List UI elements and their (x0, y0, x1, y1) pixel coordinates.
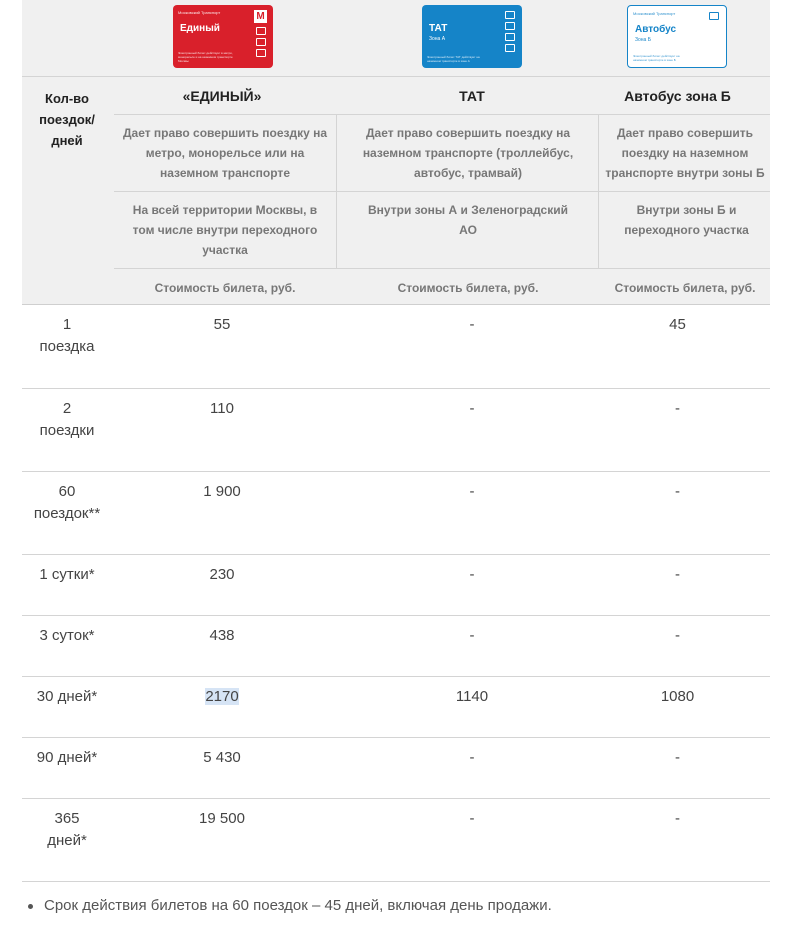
bus-price: - (675, 400, 680, 417)
tat-description: Дает право совершить поездку на наземном транспорте (троллейбус, автобус, трамвай) (362, 126, 574, 180)
bus-price: - (675, 566, 680, 583)
table-row (22, 738, 770, 799)
column-divider (336, 115, 337, 191)
trips-cell: 60 поездок** (33, 483, 101, 522)
edinyi-price: 55 (213, 316, 231, 333)
edinyi-description: Дает право совершить поездку на метро, монорельсе или на наземном транспорте (122, 126, 328, 180)
tat-price-label: Стоимость билета, руб. (397, 281, 539, 295)
tat-price: - (469, 566, 475, 583)
bus-description: Дает право совершить поездку на наземном транспорте внутри зоны Б (605, 126, 765, 180)
column-divider (598, 115, 599, 191)
card-title: Единый (180, 23, 220, 34)
column-divider (336, 192, 337, 268)
edinyi-price: 438 (209, 627, 235, 644)
bus-column-title: Автобус зона Б (624, 88, 731, 104)
edinyi-price-cell (114, 686, 330, 708)
edinyi-price: 5 430 (203, 749, 241, 766)
table-header (22, 0, 770, 305)
footnote-list-item: Срок действия билетов на 60 поездок – 45 дней, включая день продажи. (44, 897, 552, 914)
trips-cell: 3 суток* (39, 627, 95, 644)
card-images-row (22, 0, 770, 77)
edinyi-zone: На всей территории Москвы, в том числе внутри переходного участка (132, 203, 318, 257)
tat-price: - (469, 810, 475, 827)
tat-column-title: ТАТ (459, 88, 485, 104)
zone-row (114, 191, 770, 268)
table-row (22, 799, 770, 882)
card-subtitle: Зона А (429, 36, 446, 42)
table-row (22, 472, 770, 555)
bus-price-label: Стоимость билета, руб. (614, 281, 756, 295)
trips-column-label: Кол-во поездок/ дней (39, 91, 95, 148)
card-brand: Московский Транспорт (633, 11, 676, 16)
edinyi-price: 230 (209, 566, 235, 583)
tat-price: - (469, 400, 475, 417)
table-row (22, 305, 770, 389)
table-row (22, 616, 770, 677)
trips-cell: 1 сутки* (39, 566, 95, 583)
description-row (114, 114, 770, 191)
card-title: ТАТ (429, 23, 448, 34)
edinyi-price: 19 500 (199, 810, 245, 827)
bus-zone: Внутри зоны Б и переходного участка (624, 203, 749, 237)
fares-table (22, 0, 770, 849)
trips-cell: 2 поездки (39, 400, 95, 439)
card-fine-print: Электронный билет действует в метро, монорельсе и на наземном транспорте Москвы (178, 51, 233, 63)
trips-cell: 365 дней* (47, 810, 87, 849)
bus-price: 1080 (660, 688, 695, 705)
bus-price: 45 (669, 316, 686, 333)
tat-price: - (469, 483, 475, 500)
tat-price: - (469, 749, 475, 766)
table-row (22, 555, 770, 616)
tat-zone: Внутри зоны А и Зеленоградский АО (368, 203, 568, 237)
tat-price: - (469, 627, 475, 644)
bus-price: - (675, 483, 680, 500)
trips-cell: 1 поездка (39, 316, 95, 355)
edinyi-column-title: «ЕДИНЫЙ» (182, 88, 262, 104)
bus-icon (709, 12, 720, 23)
metro-logo-icon: М (254, 10, 267, 23)
tat-price: - (469, 316, 475, 333)
table-row (22, 389, 770, 472)
trips-cell: 90 дней* (36, 749, 98, 766)
edinyi-price: 110 (210, 400, 234, 417)
tat-card-image (422, 5, 522, 68)
card-brand: Московский Транспорт (178, 10, 221, 15)
card-subtitle: Зона Б (635, 37, 652, 43)
edinyi-price: 1 900 (203, 483, 241, 500)
tat-price: 1140 (455, 688, 489, 705)
bus-price: - (675, 627, 680, 644)
bus-price: - (675, 810, 680, 827)
card-fine-print: Электронный билет ТАТ действует на наземном транспорте в зоне А (427, 55, 480, 63)
bus-price: - (675, 749, 680, 766)
transport-icons (505, 11, 516, 55)
edinyi-card-image (173, 5, 273, 68)
edinyi-price-selected-text[interactable]: 2170 (205, 688, 239, 705)
price-label-row (114, 268, 770, 305)
edinyi-price-label: Стоимость билета, руб. (154, 281, 296, 295)
transport-icons (256, 27, 267, 60)
bus-card-image (627, 5, 727, 68)
card-fine-print: Электронный билет действует на наземном транспорте в зоне Б (633, 54, 680, 62)
card-title: Автобус (635, 24, 677, 35)
trips-cell: 30 дней* (36, 688, 98, 705)
column-divider (598, 192, 599, 268)
table-row (22, 677, 770, 738)
